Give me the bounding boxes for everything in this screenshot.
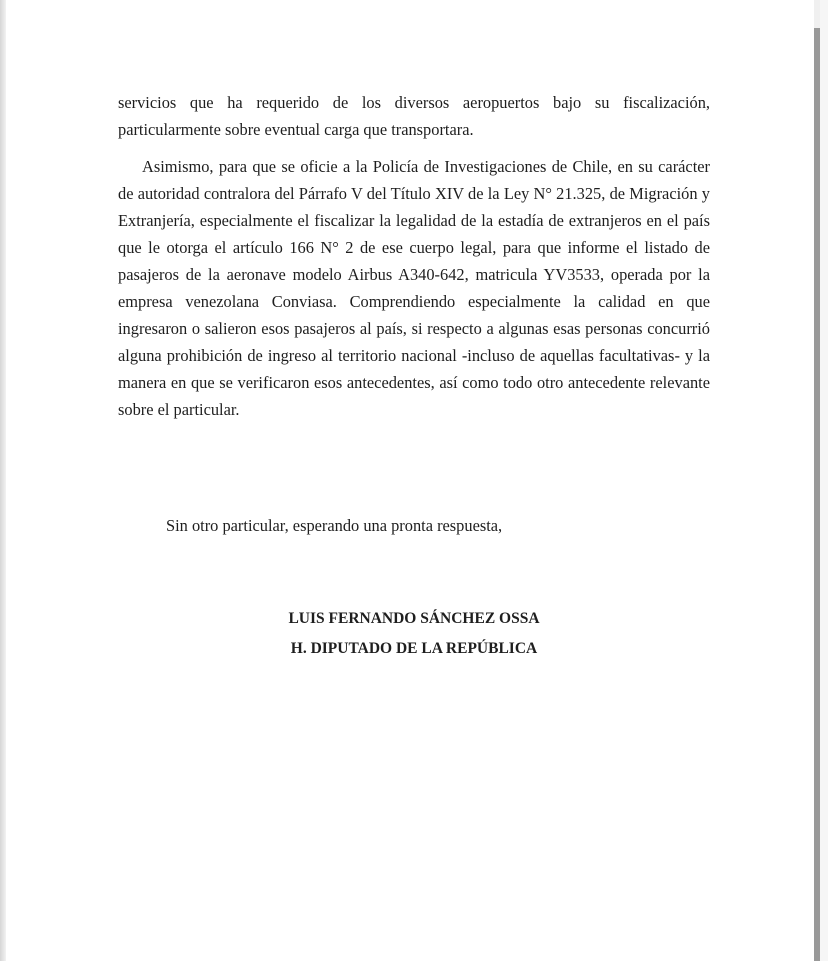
paragraph-policia-investigaciones: Asimismo, para que se oficie a la Policía de Investigaciones de Chile, en su carácter de autoridad contralora del Párrafo V del Título XIV de la Ley N° 21.325, de Migración y Extranjería, especialmente el fiscalizar la legalidad de la estadía de extranjeros en el país que le otorga el artículo 166 N° 2 de ese cuerpo legal, para que informe el listado de pasajeros de la aeronave modelo Airbus A340-642, matricula YV3533, operada por la empresa venezolana Conviasa. Comprendiendo especialmente la calidad en que ingresaron o salieron esos pasajeros al país, si respecto a algunas esas personas concurrió alguna prohibición de ingreso al territorio nacional -incluso de aquellas facultativas- y la manera en que se verificaron esos antecedentes, así como todo otro antecedente relevante sobre el particular.: [118, 157, 710, 419]
document-body: [118, 89, 710, 423]
page-edge-left: [0, 0, 6, 961]
scrollbar-band: [820, 0, 828, 961]
signature-block: [118, 604, 710, 664]
scrollbar[interactable]: [814, 0, 828, 961]
signature-name: LUIS FERNANDO SÁNCHEZ OSSA: [288, 610, 540, 627]
paragraph-fiscalizacion: servicios que ha requerido de los diversos aeropuertos bajo su fiscalización, particularmente sobre eventual carga que transportara.: [118, 93, 710, 139]
signature-title: H. DIPUTADO DE LA REPÚBLICA: [290, 640, 538, 657]
closing-line: Sin otro particular, esperando una pronta respuesta,: [166, 516, 503, 535]
